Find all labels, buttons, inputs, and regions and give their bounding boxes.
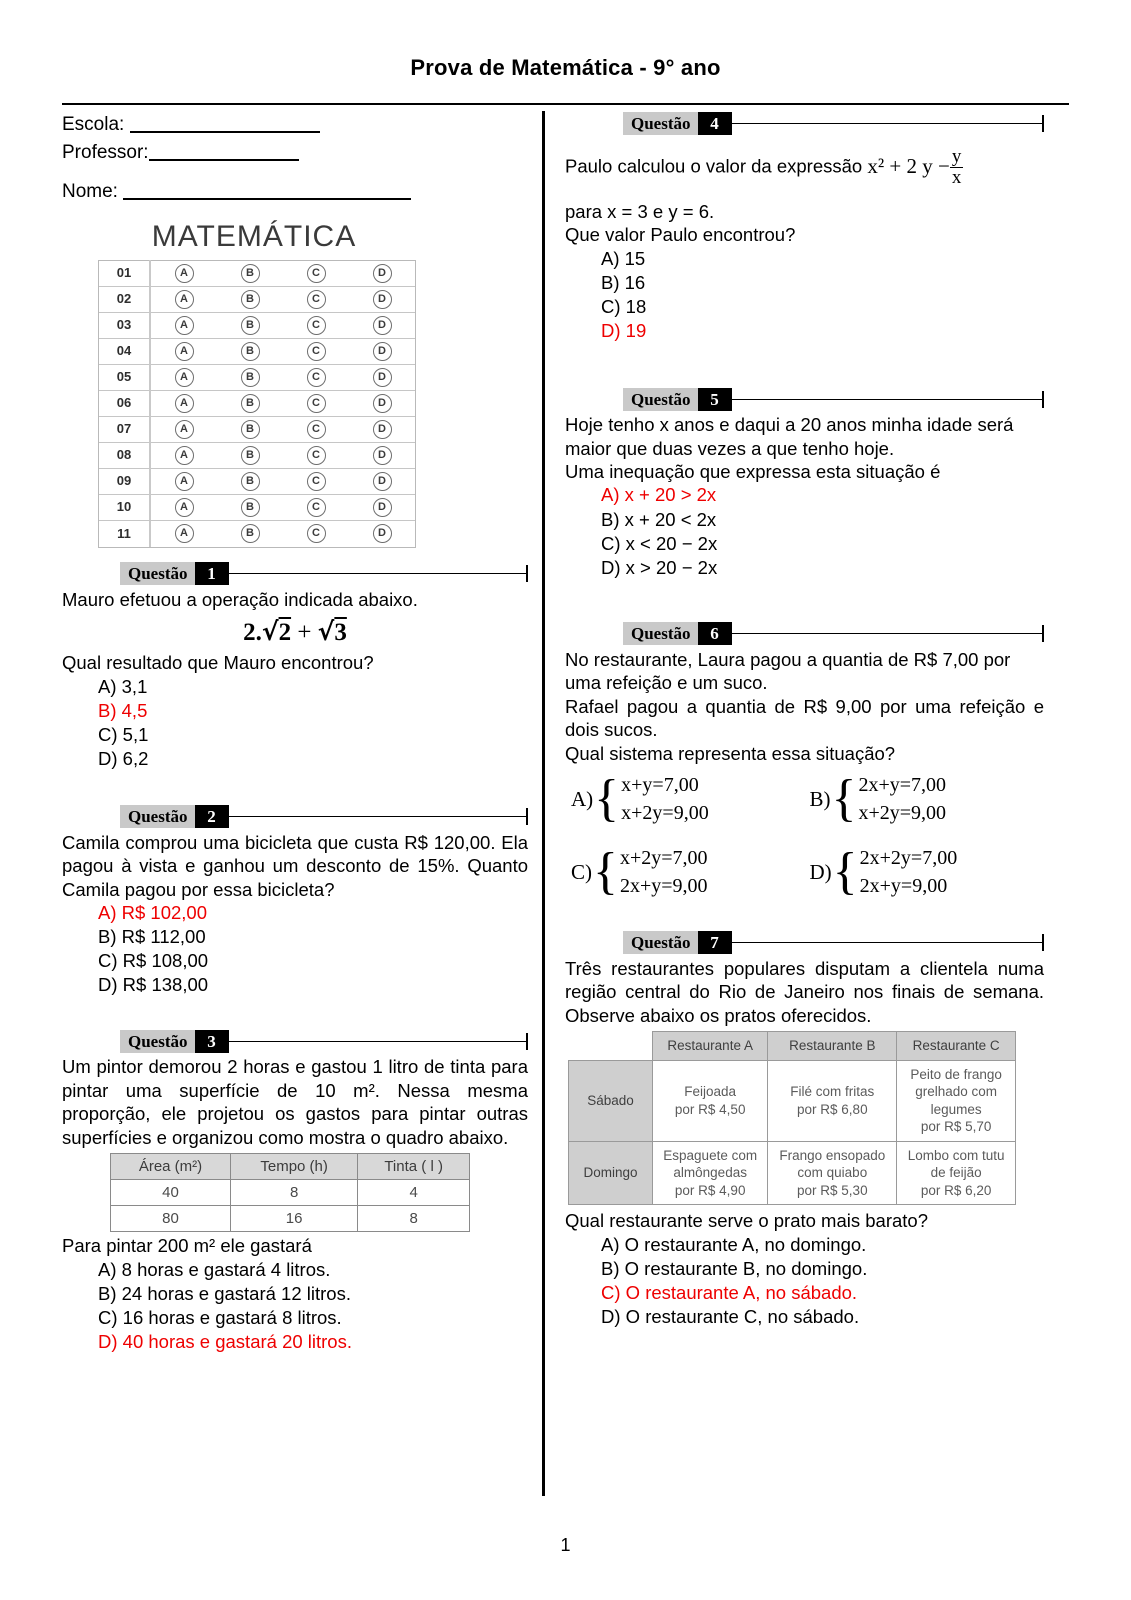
question-6-prompt: Qual sistema representa essa situação? [565,742,896,764]
option-item[interactable]: D) O restaurante C, no sábado. [601,1306,860,1328]
answer-bubble-c[interactable]: C [307,394,326,413]
question-1-prompt: Qual resultado que Mauro encontrou? [62,652,374,674]
professor-field-row [62,139,528,167]
table-header-cell: Restaurante B [768,1032,897,1061]
question-7-prompt: Qual restaurante serve o prato mais barato? [565,1210,928,1232]
answer-sheet-bubbles [151,394,415,413]
system-option[interactable] [571,844,806,901]
answer-bubble-b[interactable]: B [241,420,260,439]
option-item[interactable]: B) 4,5 [98,699,148,721]
table-cell: 8 [230,1180,357,1206]
question-1-header [120,562,528,586]
option-item[interactable]: B) 16 [601,271,646,293]
table-row-day: Sábado [569,1060,653,1141]
answer-bubble-c[interactable]: C [307,368,326,387]
question-label: Questão [623,112,698,135]
header-rule-line [229,1041,527,1042]
answer-bubble-c[interactable]: C [307,498,326,517]
system-option[interactable] [571,771,806,828]
option-item[interactable]: D) R$ 138,00 [98,974,209,996]
header-rule-cap [1042,934,1044,951]
answer-sheet-bubbles [151,420,415,439]
question-label: Questão [623,931,698,954]
table-header-cell: Tempo (h) [230,1154,357,1180]
question-number: 4 [698,112,732,135]
header-rule-cap [1042,115,1044,132]
question-4 [565,111,1044,343]
answer-bubble-b[interactable]: B [241,394,260,413]
option-item[interactable]: D) 19 [601,319,647,341]
table-cell: Feijoada por R$ 4,50 [653,1060,768,1141]
answer-bubble-d[interactable]: D [373,394,392,413]
page-title: Prova de Matemática - 9° ano [410,55,721,80]
question-label: Questão [623,622,698,645]
question-4-statement-post: para x = 3 e y = 6. [565,200,715,222]
option-item[interactable]: C) x < 20 − 2x [601,532,718,554]
answer-sheet-row-number: 04 [99,338,151,364]
answer-bubble-d[interactable]: D [373,420,392,439]
question-2-statement: Camila comprou uma bicicleta que custa R$ 120,00. Ela pagou à vista e ganhou um desconto de 15%. Quanto Camila pagou por essa bicicleta? [62,831,528,900]
expression-fraction [950,147,964,188]
option-item[interactable]: A) R$ 102,00 [98,902,208,924]
question-4-statement-text: Paulo calculou o valor da expressão [565,155,863,177]
option-item[interactable]: D) 40 horas e gastará 20 litros. [98,1331,352,1352]
answer-sheet-bubbles [151,264,415,283]
answer-bubble-b[interactable]: B [241,446,260,465]
answer-bubble-c[interactable]: C [307,420,326,439]
question-4-statement [565,147,1044,188]
header-rule-line [732,399,1043,400]
option-item[interactable]: A) O restaurante A, no domingo. [601,1233,867,1255]
answer-bubble-d[interactable]: D [373,264,392,283]
left-column [62,111,542,1501]
table-cell: Lombo com tutu de feijão por R$ 6,20 [897,1141,1016,1205]
answer-bubble-a[interactable]: A [175,394,194,413]
answer-bubble-c[interactable]: C [307,342,326,361]
header-divider [62,103,1069,105]
question-6-header [623,622,1044,646]
option-item[interactable]: B) O restaurante B, no domingo. [601,1258,868,1280]
question-label: Questão [120,805,195,828]
table-body [569,1060,1016,1205]
table-cell: Peito de frango grelhado com legumes por R$ 5,70 [897,1060,1016,1141]
question-3-options[interactable] [62,1258,528,1354]
question-1-statement: Mauro efetuou a operação indicada abaixo. [62,588,418,610]
answer-bubble-d[interactable]: D [373,524,392,543]
question-number: 1 [195,562,229,585]
question-4-expression [867,146,963,188]
option-item[interactable]: A) x + 20 > 2x [601,484,717,506]
answer-bubble-b[interactable]: B [241,264,260,283]
answer-sheet-bubbles [151,524,415,543]
question-4-options[interactable] [565,247,1044,343]
answer-bubble-a[interactable]: A [175,290,194,309]
answer-sheet-row-number: 01 [99,260,151,286]
answer-bubble-b[interactable]: B [241,290,260,309]
expression-base: x² + 2 y − [867,153,950,178]
question-7-table [568,1031,1016,1205]
question-4-prompt: Que valor Paulo encontrou? [565,224,796,246]
header-rule-cap [1042,391,1044,408]
option-item[interactable]: C) 16 horas e gastará 8 litros. [98,1306,342,1328]
answer-sheet-row[interactable] [99,391,415,417]
table-header-row [111,1154,470,1180]
system-equations [620,844,708,901]
answer-sheet-row-number: 07 [99,416,151,442]
table-cell: 8 [358,1206,470,1232]
answer-sheet-row-number: 11 [99,521,151,547]
header-rule-line [229,816,527,817]
question-5-options[interactable] [565,483,1044,579]
table-row [569,1060,1016,1141]
answer-bubble-a[interactable]: A [175,498,194,517]
question-6 [565,622,1044,901]
answer-sheet-row[interactable] [99,313,415,339]
answer-sheet-row[interactable] [99,365,415,391]
answer-sheet-bubbles [151,498,415,517]
table-cell: 4 [358,1180,470,1206]
professor-label: Professor: [62,141,149,163]
brace-glyph: { [832,842,858,900]
answer-sheet-row[interactable] [99,443,415,469]
question-3 [62,1029,528,1354]
answer-sheet-bubbles [151,368,415,387]
brace-glyph: { [593,842,618,900]
table-corner-cell [569,1032,653,1061]
question-number: 3 [195,1030,229,1053]
table-header-cell: Área (m²) [111,1154,231,1180]
answer-bubble-d[interactable]: D [373,472,392,491]
answer-bubble-a[interactable]: A [175,264,194,283]
answer-bubble-b[interactable]: B [241,472,260,491]
professor-input-line[interactable] [149,159,299,161]
question-1 [62,562,528,771]
option-item[interactable]: D) 6,2 [98,747,149,769]
system-option[interactable] [810,844,1045,901]
answer-bubble-a[interactable]: A [175,524,194,543]
answer-bubble-d[interactable]: D [373,342,392,361]
answer-sheet-row-number: 05 [99,364,151,390]
answer-bubble-c[interactable]: C [307,290,326,309]
answer-sheet-bubbles [151,446,415,465]
right-column [557,111,1044,1501]
answer-bubble-b[interactable]: B [241,342,260,361]
system-equations [860,844,958,901]
page-number: 1 [560,1535,571,1555]
table-cell: 40 [111,1180,231,1206]
header-rule-cap [526,808,528,825]
answer-bubble-a[interactable]: A [175,446,194,465]
option-item[interactable]: A) 15 [601,247,646,269]
option-letter: D) [809,859,832,884]
equation-2: 2x+y=9,00 [859,875,948,898]
option-item[interactable]: A) 3,1 [98,675,148,697]
brace-glyph: { [831,770,857,828]
answer-sheet-row-number: 08 [99,442,151,468]
equation-1: 2x+y=7,00 [858,774,947,797]
question-1-expression: 2.√2 + √3 [243,617,347,647]
question-6-statement-b: Rafael pagou a quantia de R$ 9,00 por uma refeição e dois sucos. [565,695,1044,741]
question-3-header [120,1029,528,1053]
table-row [569,1141,1016,1205]
option-item[interactable]: A) 8 horas e gastará 4 litros. [98,1258,331,1280]
header-rule-line [732,123,1043,124]
question-6-system-options[interactable] [571,771,1044,901]
answer-sheet-bubbles [151,342,415,361]
answer-bubble-c[interactable]: C [307,264,326,283]
column-divider [542,111,545,1496]
answer-bubble-a[interactable]: A [175,420,194,439]
table-body [111,1180,470,1232]
answer-sheet-row-number: 10 [99,494,151,520]
answer-sheet-bubbles [151,472,415,491]
answer-bubble-c[interactable]: C [307,472,326,491]
answer-sheet-row[interactable] [99,469,415,495]
system-option[interactable] [810,771,1045,828]
escola-input-line[interactable] [130,131,320,133]
table-cell: Filé com fritas por R$ 6,80 [768,1060,897,1141]
answer-bubble-d[interactable]: D [373,368,392,387]
header-rule-cap [526,1033,528,1050]
answer-bubble-c[interactable]: C [307,524,326,543]
answer-bubble-a[interactable]: A [175,342,194,361]
question-2 [62,805,528,998]
question-5 [565,387,1044,580]
question-2-options[interactable] [62,901,528,997]
answer-sheet-grid[interactable] [98,260,416,548]
answer-sheet-row[interactable] [99,417,415,443]
answer-sheet-row[interactable] [99,495,415,521]
answer-bubble-a[interactable]: A [175,472,194,491]
answer-bubble-b[interactable]: B [241,498,260,517]
answer-bubble-d[interactable]: D [373,290,392,309]
option-letter: B) [809,786,831,811]
answer-bubble-c[interactable]: C [307,446,326,465]
answer-sheet-title: MATEMÁTICA [151,219,357,253]
header-rule-cap [1042,625,1044,642]
question-6-statement-a: No restaurante, Laura pagou a quantia de R$ 7,00 por uma refeição e um suco. [565,648,1011,694]
header-rule-line [732,942,1043,943]
answer-sheet-bubbles [151,316,415,335]
option-item[interactable]: B) R$ 112,00 [98,926,206,948]
answer-bubble-b[interactable]: B [241,316,260,335]
question-7-options[interactable] [565,1233,1044,1329]
equation-2: x+2y=9,00 [621,802,709,825]
answer-bubble-b[interactable]: B [241,524,260,543]
question-label: Questão [120,1030,195,1053]
table-row-day: Domingo [569,1141,653,1205]
answer-bubble-d[interactable]: D [373,316,392,335]
question-5-prompt: Uma inequação que expressa esta situação é [565,461,941,482]
answer-sheet [84,220,424,548]
option-item[interactable]: C) 18 [601,295,647,317]
answer-bubble-a[interactable]: A [175,316,194,335]
equation-1: 2x+2y=7,00 [859,846,958,869]
system-equations [621,771,709,828]
answer-bubble-d[interactable]: D [373,498,392,517]
table-cell: Frango ensopado com quiabo por R$ 5,30 [768,1141,897,1205]
question-7-statement: Três restaurantes populares disputam a clientela numa região central do Rio de Janeiro nos finais de semana. Observe abaixo os pratos oferecidos. [565,957,1044,1026]
question-3-table [110,1153,470,1232]
equation-1: x+y=7,00 [621,774,699,797]
question-1-options[interactable] [62,675,528,771]
answer-sheet-row-number: 02 [99,286,151,312]
option-letter: A) [571,786,594,811]
question-7 [565,931,1044,1330]
header-rule-line [229,573,527,574]
nome-field-row [62,178,528,206]
table-cell: 80 [111,1206,231,1232]
question-4-header [623,111,1044,135]
brace-glyph: { [594,770,620,828]
option-item[interactable]: B) 24 horas e gastará 12 litros. [98,1282,351,1304]
nome-label: Nome: [62,181,118,203]
question-5-header [623,387,1044,411]
question-label: Questão [623,388,698,411]
header-rule-cap [526,565,528,582]
option-letter: C) [571,859,592,884]
answer-sheet-row-number: 09 [99,468,151,494]
escola-label: Escola: [62,114,125,135]
table-cell: 16 [230,1206,357,1232]
equation-1: x+2y=7,00 [619,846,708,869]
answer-bubble-c[interactable]: C [307,316,326,335]
question-number: 2 [195,805,229,828]
two-column-body [62,111,1069,1501]
question-label: Questão [120,562,195,585]
table-row [111,1180,470,1206]
header-rule-line [732,633,1043,634]
option-item[interactable]: C) R$ 108,00 [98,950,209,972]
option-item[interactable]: D) x > 20 − 2x [601,556,718,578]
answer-sheet-row-number: 03 [99,312,151,338]
question-2-header [120,805,528,829]
answer-bubble-a[interactable]: A [175,368,194,387]
escola-field-row [62,111,528,139]
table-header-cell: Tinta ( l ) [358,1154,470,1180]
answer-sheet-row[interactable] [99,339,415,365]
question-number: 7 [698,931,732,954]
question-3-statement: Um pintor demorou 2 horas e gastou 1 litro de tinta para pintar uma superfície de 10 m². Nessa mesma proporção, ele projetou os gastos para pintar outras superfícies e organizou como mostra o quadro abaixo. [62,1056,528,1148]
answer-bubble-d[interactable]: D [373,446,392,465]
answer-sheet-row[interactable] [99,287,415,313]
fraction-numerator: y [951,146,962,167]
question-7-header [623,931,1044,955]
table-header-row [569,1032,1016,1061]
fraction-denominator: x [951,166,962,188]
answer-bubble-b[interactable]: B [241,368,260,387]
table-cell: Espaguete com almôngedas por R$ 4,90 [653,1141,768,1205]
system-equations [858,771,946,828]
table-header-cell: Restaurante C [897,1032,1016,1061]
answer-sheet-row[interactable] [99,261,415,287]
question-number: 5 [698,388,732,411]
question-3-prompt: Para pintar 200 m² ele gastará [62,1235,312,1257]
question-5-statement: Hoje tenho x anos e daqui a 20 anos minha idade será maior que duas vezes a que tenho hoje. [565,414,1014,459]
table-header-cell: Restaurante A [653,1032,768,1061]
equation-2: 2x+y=9,00 [619,875,708,898]
equation-2: x+2y=9,00 [858,802,947,825]
nome-input-line[interactable] [123,198,411,200]
option-item[interactable]: B) x + 20 < 2x [601,508,717,530]
answer-sheet-bubbles [151,290,415,309]
table-row [111,1206,470,1232]
option-item[interactable]: C) O restaurante A, no sábado. [601,1282,858,1304]
answer-sheet-row[interactable] [99,521,415,547]
answer-sheet-row-number: 06 [99,390,151,416]
option-item[interactable]: C) 5,1 [98,723,149,745]
question-number: 6 [698,622,732,645]
